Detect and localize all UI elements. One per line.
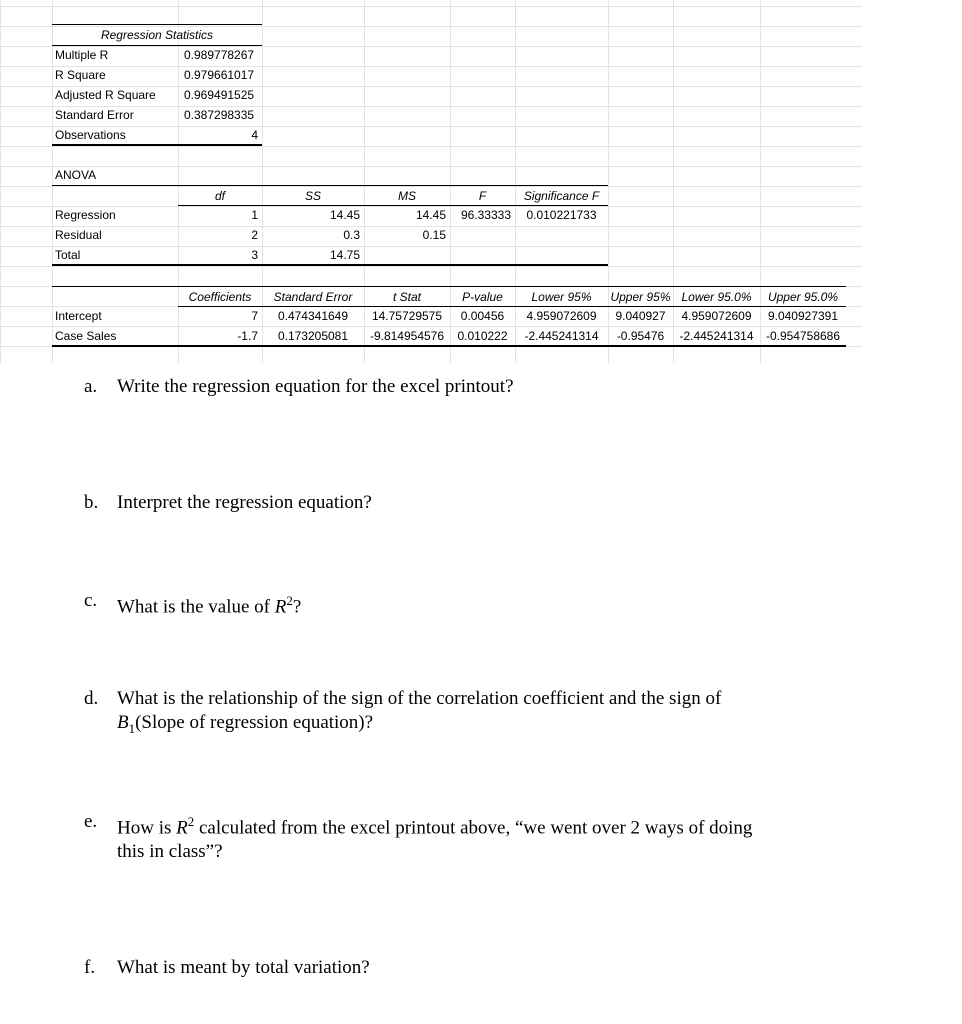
question-text: What is meant by total variation? bbox=[117, 957, 370, 978]
question-c bbox=[84, 589, 844, 619]
coef-header: P-value bbox=[462, 290, 503, 304]
coef-se: 0.173205081 bbox=[277, 329, 349, 343]
math-symbol: R bbox=[274, 596, 287, 618]
anova-ms: 0.15 bbox=[422, 228, 446, 242]
coef-lower95: -2.445241314 bbox=[524, 329, 599, 343]
anova-row-label: Total bbox=[55, 248, 81, 262]
question-a bbox=[84, 375, 844, 399]
coef-header: Lower 95.0% bbox=[681, 290, 752, 304]
anova-header: F bbox=[478, 189, 487, 203]
coef-header: Standard Error bbox=[273, 290, 353, 304]
anova-df: 3 bbox=[251, 248, 258, 262]
coef-header: t Stat bbox=[392, 290, 421, 304]
question-label: a. bbox=[84, 376, 98, 397]
question-text: Interpret the regression equation? bbox=[117, 492, 372, 513]
math-symbol: R bbox=[176, 817, 188, 839]
grid-column-line bbox=[52, 0, 53, 363]
question-text bbox=[117, 687, 844, 741]
question-label: c. bbox=[84, 590, 98, 611]
question-label: d. bbox=[84, 688, 99, 709]
coef-t: 14.75729575 bbox=[371, 309, 443, 323]
stat-label: Adjusted R Square bbox=[55, 88, 156, 102]
stat-value: 0.979661017 bbox=[184, 68, 255, 82]
coef-header: Coefficients bbox=[188, 290, 252, 304]
stat-value: 0.387298335 bbox=[184, 108, 255, 122]
question-label: f. bbox=[84, 957, 96, 978]
anova-header: Significance F bbox=[523, 189, 600, 203]
anova-header: df bbox=[214, 189, 225, 203]
math-superscript: 2 bbox=[187, 814, 195, 829]
coef-row-label: Case Sales bbox=[55, 329, 117, 343]
coef-t: -9.814954576 bbox=[369, 329, 445, 343]
coef-se: 0.474341649 bbox=[277, 309, 349, 323]
stat-value: 0.989778267 bbox=[184, 48, 255, 62]
question-text-part: calculated from the excel printout above, “we went over 2 ways of doing bbox=[194, 817, 753, 839]
coef-upper95: -0.95476 bbox=[616, 329, 665, 343]
math-symbol: B bbox=[117, 712, 129, 733]
question-d bbox=[84, 687, 844, 741]
coef-lower95: 4.959072609 bbox=[526, 309, 597, 323]
regression-statistics-title: Regression Statistics bbox=[100, 28, 214, 42]
question-text bbox=[117, 810, 844, 864]
coef-header: Upper 95% bbox=[610, 290, 671, 304]
question-text-part: ? bbox=[292, 596, 302, 618]
anova-header: MS bbox=[398, 189, 416, 203]
stat-label: R Square bbox=[55, 68, 106, 82]
stat-label: Standard Error bbox=[55, 108, 134, 122]
question-e bbox=[84, 810, 844, 864]
question-text-part: this in class”? bbox=[117, 841, 223, 863]
anova-f: 96.33333 bbox=[460, 208, 511, 222]
anova-header: SS bbox=[304, 189, 321, 203]
table-bottom-rule bbox=[52, 345, 846, 347]
coef-upper950: 9.040927391 bbox=[767, 309, 839, 323]
stat-label: Observations bbox=[55, 128, 126, 142]
anova-ss: 14.45 bbox=[329, 208, 360, 222]
coef-upper950: -0.954758686 bbox=[765, 329, 841, 343]
question-text-part: (Slope of regression equation)? bbox=[135, 712, 374, 733]
coef-value: 7 bbox=[251, 309, 258, 323]
anova-sig: 0.010221733 bbox=[526, 208, 597, 222]
anova-ms: 14.45 bbox=[415, 208, 446, 222]
coef-header: Upper 95.0% bbox=[767, 290, 839, 304]
coef-row-label: Intercept bbox=[55, 309, 102, 323]
question-label: e. bbox=[84, 811, 98, 832]
coef-p: 0.00456 bbox=[460, 309, 505, 323]
anova-row-label: Regression bbox=[55, 208, 116, 222]
coef-lower950: -2.445241314 bbox=[679, 329, 754, 343]
math-subscript: 1 bbox=[128, 720, 136, 736]
table-bottom-rule bbox=[52, 264, 608, 266]
math-superscript: 2 bbox=[286, 593, 293, 608]
anova-df: 2 bbox=[251, 228, 258, 242]
question-f bbox=[84, 956, 844, 980]
coef-lower950: 4.959072609 bbox=[681, 309, 752, 323]
question-text-part: What is the relationship of the sign of the correlation coefficient and the sign of bbox=[117, 688, 722, 709]
question-b bbox=[84, 491, 844, 515]
anova-ss: 14.75 bbox=[329, 248, 360, 262]
question-text: Write the regression equation for the excel printout? bbox=[117, 376, 514, 397]
stat-value: 4 bbox=[251, 128, 258, 142]
stat-label: Multiple R bbox=[55, 48, 109, 62]
anova-df: 1 bbox=[251, 208, 258, 222]
anova-row-label: Residual bbox=[55, 228, 102, 242]
anova-title: ANOVA bbox=[55, 168, 97, 182]
question-label: b. bbox=[84, 492, 99, 513]
coef-upper95: 9.040927 bbox=[615, 309, 666, 323]
stat-value: 0.969491525 bbox=[184, 88, 255, 102]
question-text bbox=[117, 589, 844, 619]
question-text-part: What is the value of bbox=[117, 596, 275, 618]
coef-p: 0.010222 bbox=[457, 329, 508, 343]
coef-header: Lower 95% bbox=[531, 290, 592, 304]
anova-ss: 0.3 bbox=[343, 228, 360, 242]
coef-value: -1.7 bbox=[237, 329, 258, 343]
spreadsheet-printout bbox=[0, 0, 862, 363]
question-text-part: How is bbox=[117, 817, 177, 839]
table-bottom-rule bbox=[52, 144, 262, 146]
